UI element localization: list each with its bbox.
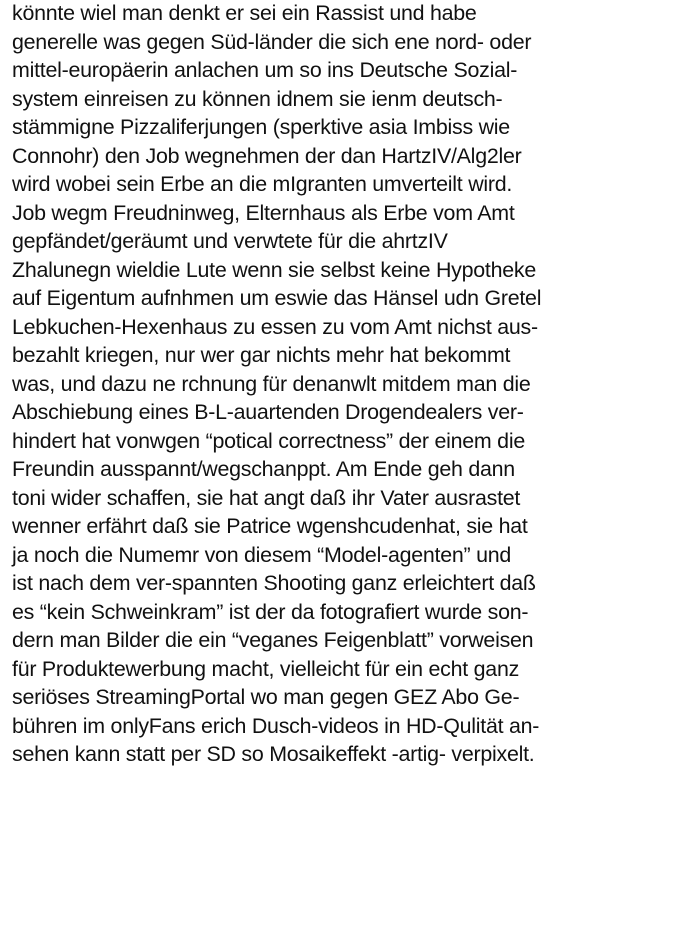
text-line: Connohr) den Job wegnehmen der dan HartzIV/Alg2ler [12,143,522,168]
text-line: Freundin ausspannt/wegschanppt. Am Ende geh dann [12,457,515,481]
text-line: dern man Bilder die ein “veganes Feigenblatt” vorweisen [12,628,534,652]
text-line: wenner erfährt daß sie Patrice wgenshcudenhat, sie hat [12,514,528,538]
text-line: auf Eigentum aufnhmen um eswie das Hänsel udn Gretel [12,286,542,310]
text-line: bezahlt kriegen, nur wer gar nichts mehr hat bekommt [12,343,511,367]
text-line: gepfändet/geräumt und verwtete für die ahrtzIV [12,229,448,253]
text-line: Lebkuchen-Hexenhaus zu essen zu vom Amt nichst aus- [12,314,538,339]
text-line: seriöses StreamingPortal wo man gegen GEZ Abo Ge- [12,685,520,709]
text-line: Abschiebung eines B-L-auartenden Drogendealers ver- [12,400,524,424]
text-line: system einreisen zu können idnem sie ienm deutsch- [12,86,503,111]
text-line: Zhalunegn wieldie Lute wenn sie selbst keine Hypotheke [12,257,536,282]
text-line: hindert hat vonwgen “potical correctness” der einem die [12,428,525,453]
text-line: könnte wiel man denkt er sei ein Rassist und habe [12,1,477,25]
text-line: ja noch die Numemr von diesem “Model-agenten” und [12,542,512,567]
text-line: Job wegm Freudninweg, Elternhaus als Erbe vom Amt [12,200,515,225]
text-line: mittel-europäerin anlachen um so ins Deutsche Sozial- [12,58,518,82]
text-line: generelle was gegen Süd-länder die sich ene nord- oder [12,29,532,54]
text-line: stämmigne Pizzaliferjungen (sperktive asia Imbiss wie [12,115,510,139]
text-line: sehen kann statt per SD so Mosaikeffekt -artig- verpixelt. [12,742,535,766]
text-line: ist nach dem ver-spannten Shooting ganz erleichtert daß [12,571,536,595]
text-line: was, und dazu ne rchnung für denanwlt mitdem man die [12,371,531,396]
text-line: für Produktewerbung macht, vielleicht für ein echt ganz [12,656,520,681]
text-line: wird wobei sein Erbe an die mIgranten umverteilt wird. [12,172,513,196]
text-line: toni wider schaffen, sie hat angt daß ihr Vater ausrastet [12,485,521,510]
text-line: bühren im onlyFans erich Dusch-videos in HD-Qulität an- [12,713,540,738]
text-line: es “kein Schweinkram” ist der da fotografiert wurde son- [12,599,529,624]
body-text [12,0,680,769]
